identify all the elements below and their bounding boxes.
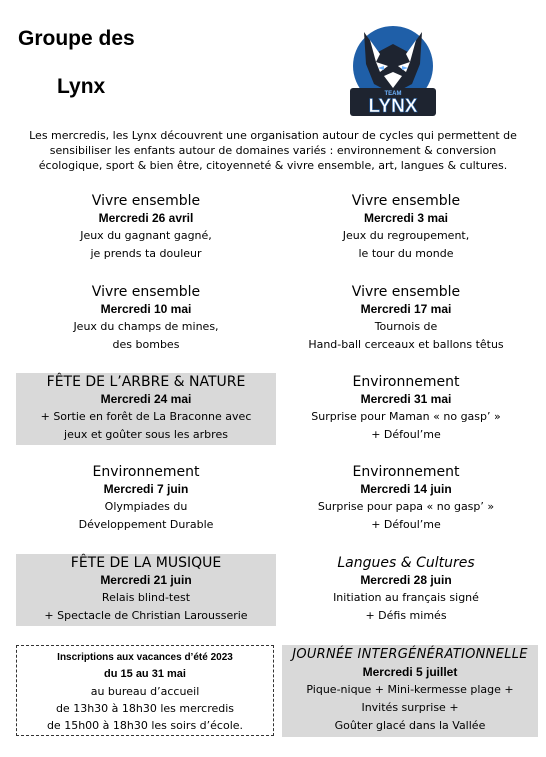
inscriptions-box: [16, 645, 274, 736]
lynx-logo: [340, 22, 446, 120]
session-activity: jeux et goûter sous les arbres: [64, 428, 228, 441]
inscriptions-line: au bureau d’accueil: [90, 685, 200, 698]
session-theme: FÊTE DE LA MUSIQUE: [70, 555, 222, 571]
session-theme: Vivre ensemble: [351, 193, 461, 209]
session-theme: Vivre ensemble: [91, 284, 201, 300]
session-activity: Goûter glacé dans la Vallée: [334, 719, 486, 732]
session-activity: + Défoul’me: [371, 518, 441, 531]
session-card: [276, 373, 536, 444]
session-activity: Surprise pour papa « no gasp’ »: [317, 500, 495, 513]
session-date: Mercredi 17 mai: [360, 302, 452, 316]
session-activity: Invités surprise +: [361, 701, 459, 714]
session-theme: Vivre ensemble: [351, 284, 461, 300]
session-activity: Pique-nique + Mini-kermesse plage +: [306, 683, 514, 696]
session-activity: Développement Durable: [78, 518, 214, 531]
session-theme: Environnement: [92, 464, 200, 480]
session-date: Mercredi 7 juin: [103, 482, 189, 496]
session-card: [276, 463, 536, 534]
session-theme: JOURNÉE INTERGÉNÉRATIONNELLE: [292, 647, 528, 662]
session-activity: + Défoul’me: [371, 428, 441, 441]
session-activity: Jeux du gagnant gagné,: [80, 229, 212, 242]
session-activity: des bombes: [112, 338, 180, 351]
session-date: Mercredi 3 mai: [363, 211, 449, 225]
session-activity: + Spectacle de Christian Larousserie: [44, 609, 248, 622]
page-title-line-2: Lynx: [57, 75, 106, 98]
session-activity: + Sortie en forêt de La Braconne avec: [40, 410, 252, 423]
session-activity: Relais blind-test: [101, 591, 191, 604]
session-card: [276, 554, 536, 625]
session-theme: Environnement: [352, 374, 460, 390]
session-card: [16, 463, 276, 534]
session-theme: Environnement: [352, 464, 460, 480]
session-activity: Jeux du champs de mines,: [73, 320, 219, 333]
session-activity: le tour du monde: [358, 247, 454, 260]
session-card: [16, 283, 276, 354]
session-activity: Hand-ball cerceaux et ballons têtus: [308, 338, 504, 351]
logo-team-text: TEAM: [384, 91, 402, 97]
session-card-highlight: [16, 554, 276, 626]
intro-paragraph: Les mercredis, les Lynx découvrent une organisation autour de cycles qui permettent de sensibiliser les enfants autour de domaines variés : environnement & conversion écologique, sport & bien être, citoyenneté & vivre ensemble, art, langues & cultures.: [29, 129, 517, 172]
inscriptions-dates: du 15 au 31 mai: [104, 668, 186, 680]
session-card-highlight: [16, 373, 276, 445]
session-card: [16, 192, 276, 263]
session-card-highlight: [282, 645, 538, 737]
session-date: Mercredi 14 juin: [360, 482, 452, 496]
session-activity: + Défis mimés: [365, 609, 447, 622]
session-date: Mercredi 10 mai: [100, 302, 192, 316]
session-activity: Jeux du regroupement,: [342, 229, 470, 242]
inscriptions-title: Inscriptions aux vacances d’été 2023: [57, 652, 233, 663]
session-card: [276, 192, 536, 263]
session-activity: je prends ta douleur: [90, 247, 202, 260]
session-date: Mercredi 28 juin: [360, 573, 452, 587]
session-activity: Tournois de: [374, 320, 438, 333]
session-theme: Vivre ensemble: [91, 193, 201, 209]
page-title-line-1: Groupe des: [18, 27, 135, 50]
session-date: Mercredi 21 juin: [100, 573, 192, 587]
inscriptions-line: de 13h30 à 18h30 les mercredis: [55, 702, 235, 715]
session-activity: Surprise pour Maman « no gasp’ »: [311, 410, 501, 423]
session-date: Mercredi 24 mai: [100, 392, 192, 406]
session-date: Mercredi 5 juillet: [362, 665, 458, 679]
session-date: Mercredi 31 mai: [360, 392, 452, 406]
session-theme: Langues & Cultures: [337, 555, 475, 571]
logo-name-text: LYNX: [368, 96, 418, 117]
session-date: Mercredi 26 avril: [98, 211, 194, 225]
session-activity: Initiation au français signé: [333, 591, 479, 604]
session-theme: FÊTE DE L’ARBRE & NATURE: [46, 374, 246, 390]
inscriptions-line: de 15h00 à 18h30 les soirs d’école.: [46, 719, 244, 732]
session-activity: Olympiades du: [104, 500, 188, 513]
session-card: [276, 283, 536, 354]
